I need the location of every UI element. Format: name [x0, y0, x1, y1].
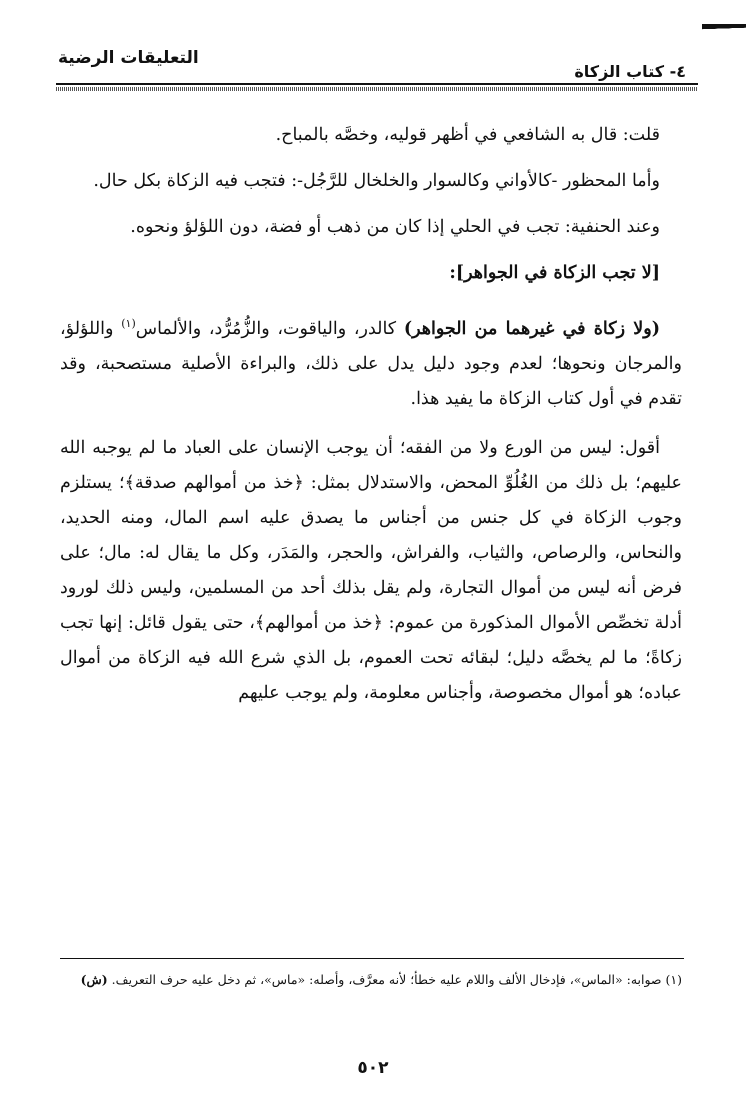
section-heading: [لا تجب الزكاة في الجواهر]: [449, 263, 660, 283]
main-text [60, 118, 682, 711]
footnote-mark: (ش) [80, 972, 108, 987]
paragraph-4-rest: واللؤلؤ، والمرجان ونحوها؛ لعدم وجود دليل يدل على ذلك، والبراءة الأصلية مستصحبة، وقد تقدم في أول كتاب الزكاة ما يفيد هذا. [60, 318, 682, 409]
footnote [60, 966, 682, 994]
paragraph-1: قلت: قال به الشافعي في أظهر قوليه، وخصَّه بالمباح. [275, 125, 660, 145]
footnote-separator [60, 958, 684, 959]
running-title-chapter: ٤- كتاب الزكاة [574, 62, 686, 81]
paragraph-4-text: كالدر، والياقوت، والزُّمُرُّد، والألماس [135, 318, 404, 339]
header-rule-dotted [56, 87, 698, 91]
paragraph-3: وعند الحنفية: تجب في الحلي إذا كان من ذهب أو فضة، دون اللؤلؤ ونحوه. [130, 217, 660, 237]
footnote-text: (١) صوابه: «الماس»، فإدخال الألف واللام عليه خطأ؛ لأنه معرَّف، وأصله: «ماس»، ثم دخل عليه حرف التعريف. [111, 972, 682, 987]
footnote-reference: (١) [121, 317, 136, 330]
paragraph-2: وأما المحظور -كالأواني وكالسوار والخلخال للرَّجُل-: فتجب فيه الزكاة بكل حال. [93, 171, 660, 191]
running-title-book: التعليقات الرضية [58, 48, 199, 68]
matn-text: (ولا زكاة في غيرهما من الجواهر) [403, 318, 660, 339]
page-number: ٥٠٢ [357, 1058, 389, 1078]
paragraph-5: أقول: ليس من الورع ولا من الفقه؛ أن يوجب الإنسان على العباد ما لم يوجبه الله عليهم؛ بل ذلك من الغُلُوِّ المحض، والاستدلال بمثل: ﴿خذ من أموالهم صدقة﴾؛ يستلزم وجوب الزكاة في كل جنس من أجناس ما يصدق عليه اسم المال، ومنه الحديد، والنحاس، والرصاص، والثياب، والفراش، والحجر، والمَدَر، وكل ما يقال له: مال؛ على فرض أنه ليس من أموال التجارة، ولم يقل بذلك أحد من المسلمين، وليس ذلك لورود أدلة تخصِّص الأموال المذكورة من عموم: ﴿خذ من أموالهم﴾، حتى يقول قائل: إنها تجب زكاةً؛ ما لم يخصَّه دليل؛ لبقائه تحت العموم، بل الذي شرع الله فيه الزكاة من أموال عباده؛ هو أموال مخصوصة، وأجناس معلومة، ولم يوجب عليهم [60, 437, 683, 703]
header-corner-ornament [702, 24, 746, 34]
paragraph-4 [60, 306, 682, 417]
header-rule [56, 83, 698, 85]
